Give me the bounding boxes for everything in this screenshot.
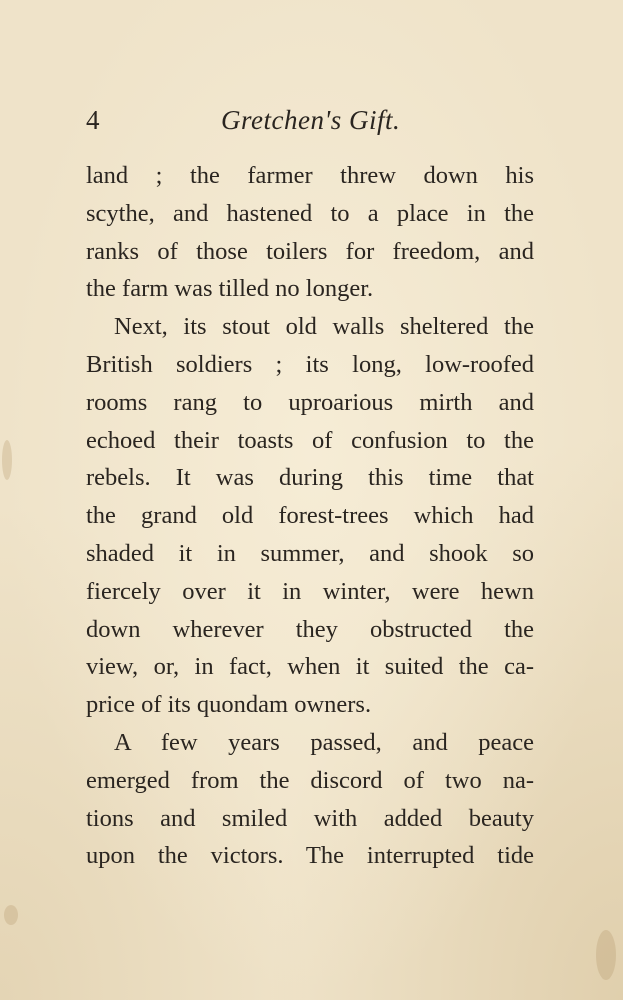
text-line: shaded it in summer, and shook so [86,539,534,567]
text-line: tions and smiled with added beauty [86,804,534,832]
text-line: the farm was tilled no longer. [86,275,374,303]
text-line: rooms rang to uproarious mirth and [86,388,534,416]
paper-stain [2,440,12,480]
text-line: British soldiers ; its long, low-roofed [86,350,534,378]
paragraph-first-line: Next, its stout old walls sheltered the [114,313,534,341]
text-line: view, or, in fact, when it suited the ca- [86,653,534,681]
text-line: land ; the farmer threw down his [86,162,534,189]
text-line: down wherever they obstructed the [86,615,534,643]
running-title: Gretchen's Gift. [221,105,401,135]
text-line: ranks of those toilers for freedom, and [86,237,534,265]
paper-stain [596,930,616,980]
text-line: echoed their toasts of confusion to the [86,426,534,454]
text-line: emerged from the discord of two na- [86,766,534,794]
text-line: upon the victors. The interrupted tide [86,842,534,870]
page-header [86,102,532,138]
page-number: 4 [86,105,100,135]
body-text [86,157,534,875]
text-line: price of its quondam owners. [86,691,372,719]
paragraph-first-line: A few years passed, and peace [114,728,534,756]
text-line: the grand old forest-trees which had [86,502,534,530]
paper-stain [4,905,18,925]
text-line: rebels. It was during this time that [86,464,534,492]
text-line: scythe, and hastened to a place in the [86,199,534,227]
text-line: fiercely over it in winter, were hewn [86,577,534,605]
